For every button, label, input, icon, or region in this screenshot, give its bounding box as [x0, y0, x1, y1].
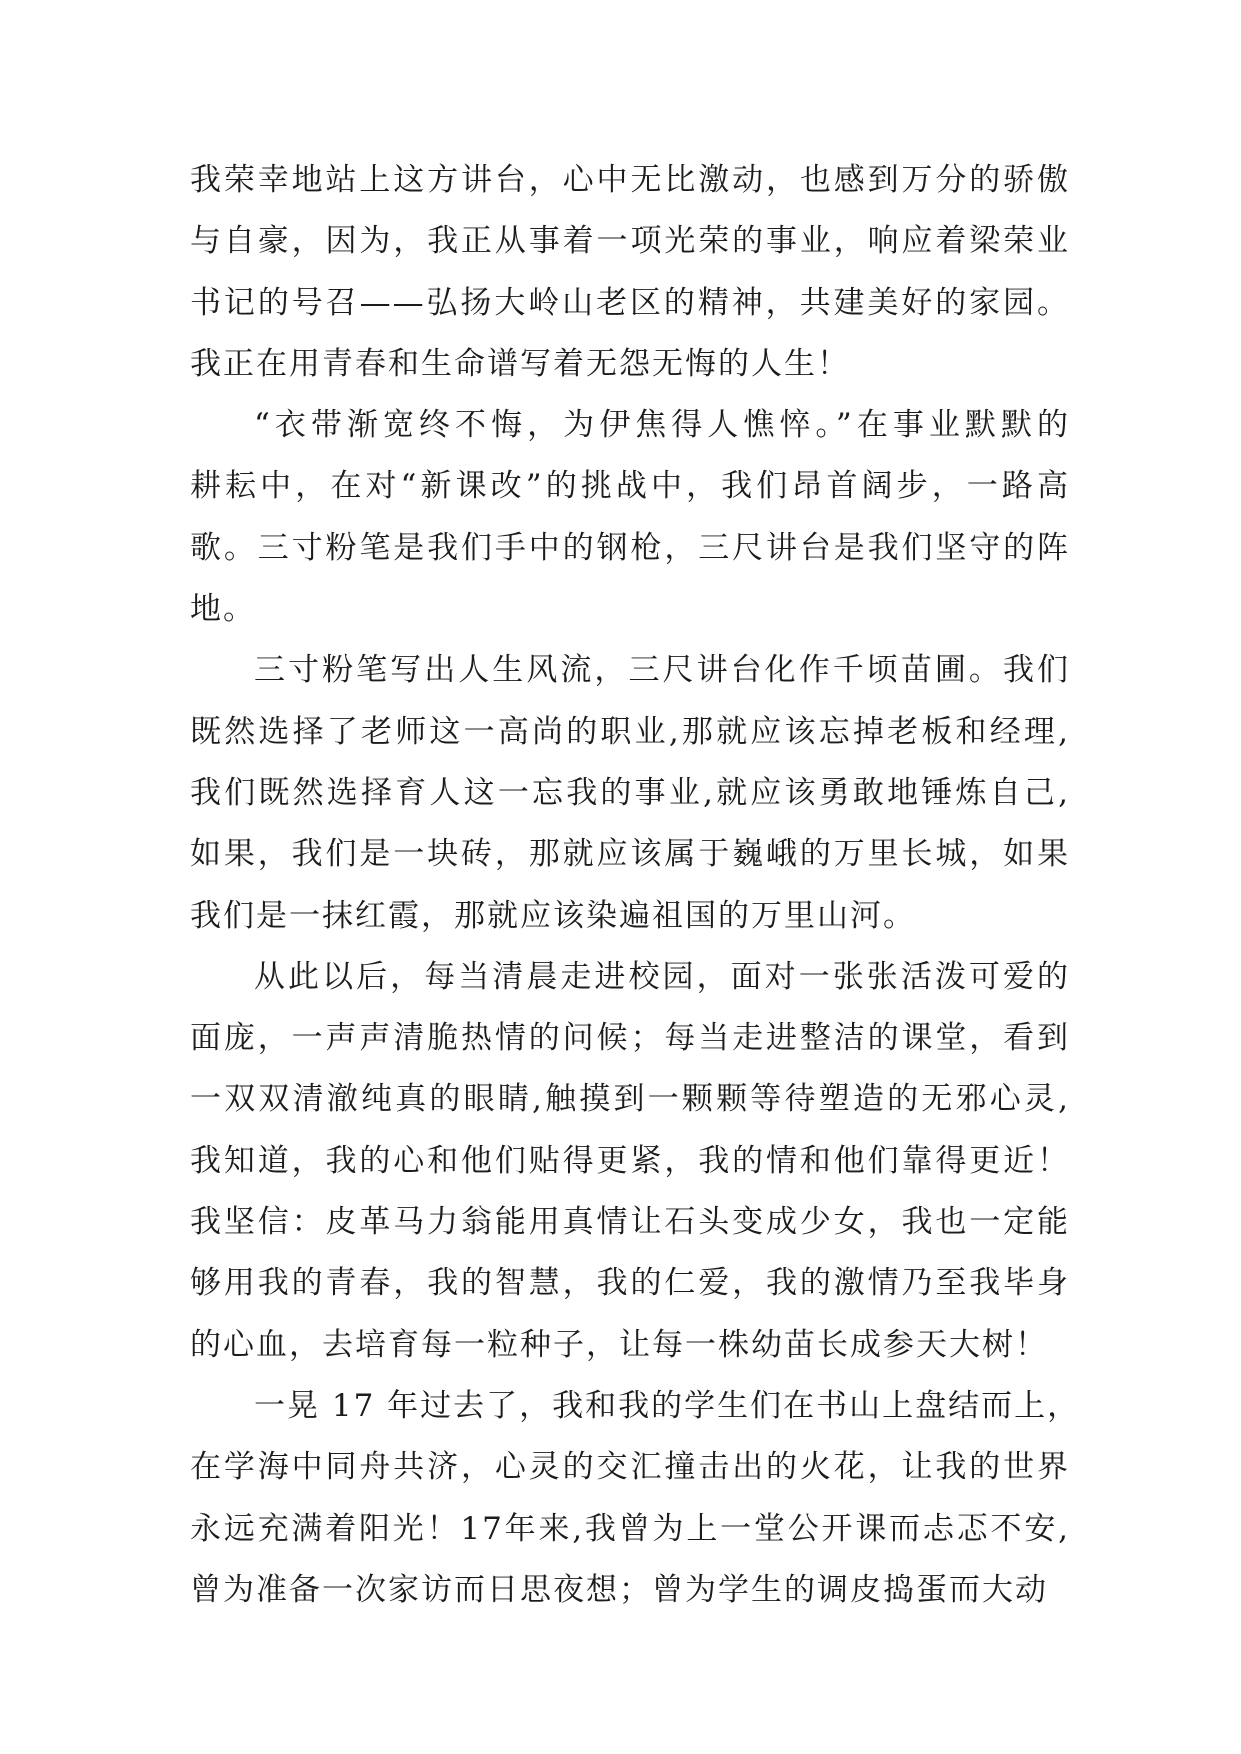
text-line: 地。: [190, 591, 256, 628]
text-line: 我知道，我的心和他们贴得更紧，我的情和他们靠得更近！: [190, 1142, 1070, 1179]
text-line: 的心血，去培育每一粒种子，让每一株幼苗长成参天大树！: [190, 1326, 1048, 1363]
text-line: 一双双清澈纯真的眼睛,触摸到一颗颗等待塑造的无邪心灵,: [190, 1081, 1070, 1118]
text-line: 我正在用青春和生命谱写着无怨无悔的人生！: [190, 345, 850, 382]
text-line: 从此以后，每当清晨走进校园，面对一张张活泼可爱的: [254, 958, 1070, 995]
text-line: 与自豪，因为，我正从事着一项光荣的事业，响应着梁荣业: [190, 223, 1070, 260]
text-line: 三寸粉笔写出人生风流，三尺讲台化作千顷苗圃。我们: [254, 652, 1070, 689]
text-line: 永远充满着阳光！17年来,我曾为上一堂公开课而忐忑不安,: [190, 1510, 1070, 1547]
text-line: 如果，我们是一块砖，那就应该属于巍峨的万里长城，如果: [190, 836, 1070, 873]
text-line: 歌。三寸粉笔是我们手中的钢枪，三尺讲台是我们坚守的阵: [190, 529, 1070, 566]
body-text: [190, 150, 1081, 1621]
text-line: 书记的号召——弘扬大岭山老区的精神，共建美好的家园。: [190, 284, 1070, 321]
text-line: 一晃 17 年过去了，我和我的学生们在书山上盘结而上，: [254, 1387, 1081, 1424]
text-line: 在学海中同舟共济，心灵的交汇撞击出的火花，让我的世界: [190, 1449, 1070, 1486]
text-line: 面庞，一声声清脆热情的问候；每当走进整洁的课堂，看到: [190, 1020, 1070, 1057]
text-line: 我荣幸地站上这方讲台，心中无比激动，也感到万分的骄傲: [190, 162, 1070, 198]
text-line: 曾为准备一次家访而日思夜想；曾为学生的调皮捣蛋而大动: [190, 1571, 1048, 1608]
text-line: “衣带渐宽终不悔，为伊焦得人憔悴。”在事业默默的: [254, 407, 1070, 444]
text-line: 我们既然选择育人这一忘我的事业,就应该勇敢地锤炼自己,: [190, 774, 1070, 811]
text-line: 我坚信：皮革马力翁能用真情让石头变成少女，我也一定能: [190, 1204, 1070, 1241]
text-line: 耕耘中，在对“新课改”的挑战中，我们昂首阔步，一路高: [190, 468, 1070, 505]
text-line: 够用我的青春，我的智慧，我的仁爱，我的激情乃至我毕身: [190, 1265, 1070, 1302]
text-line: 既然选择了老师这一高尚的职业,那就应该忘掉老板和经理,: [190, 713, 1070, 750]
text-line: 我们是一抹红霞，那就应该染遍祖国的万里山河。: [190, 897, 916, 934]
